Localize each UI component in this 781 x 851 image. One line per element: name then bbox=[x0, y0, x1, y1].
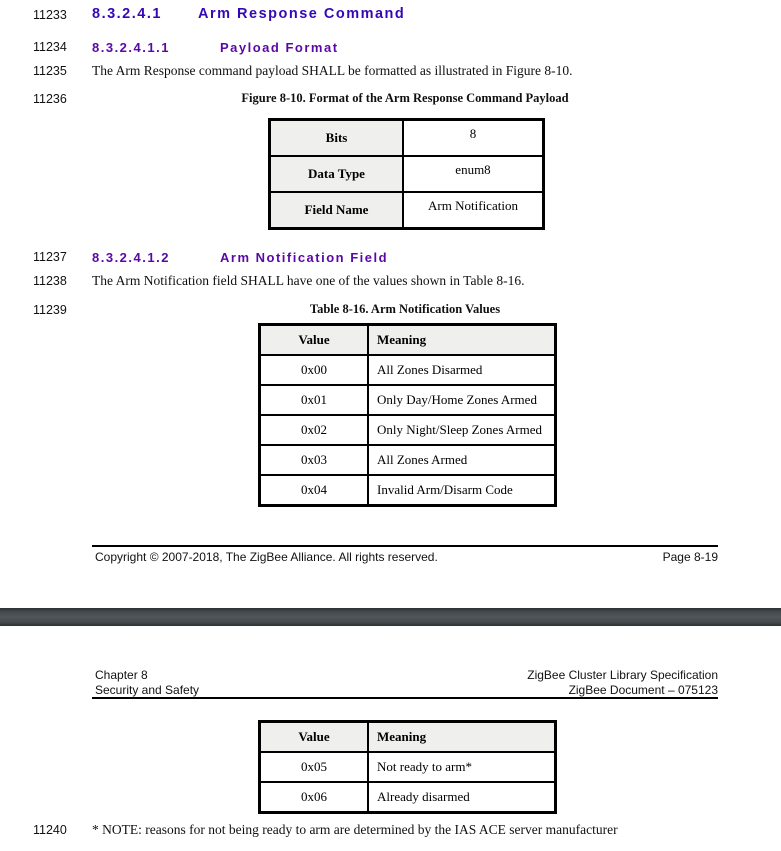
table-row bbox=[271, 121, 542, 155]
line-number: 11238 bbox=[33, 274, 67, 288]
line-number: 11239 bbox=[33, 303, 67, 317]
table-8-16 bbox=[258, 323, 557, 507]
header-chapter: Chapter 8 bbox=[95, 668, 148, 682]
table-row bbox=[261, 384, 554, 414]
value-cell: 0x03 bbox=[261, 446, 369, 474]
line-number: 11236 bbox=[33, 92, 67, 106]
meaning-cell: Only Day/Home Zones Armed bbox=[377, 392, 537, 407]
row-value: enum8 bbox=[455, 162, 491, 177]
value-cell: 0x02 bbox=[261, 416, 369, 444]
header-rule bbox=[92, 697, 718, 699]
table-row bbox=[261, 414, 554, 444]
value-cell: 0x01 bbox=[261, 386, 369, 414]
line-number: 11240 bbox=[33, 823, 67, 837]
header-spec-name: ZigBee Cluster Library Specification bbox=[527, 668, 718, 682]
footnote-row bbox=[0, 822, 781, 839]
column-header-meaning: Meaning bbox=[377, 729, 427, 744]
figure-8-10-table bbox=[268, 118, 545, 230]
meaning-cell: Invalid Arm/Disarm Code bbox=[377, 482, 513, 497]
figure-caption: Figure 8-10. Format of the Arm Response Command Payload bbox=[241, 91, 569, 105]
value-cell: 0x05 bbox=[261, 753, 369, 781]
footnote-text: * NOTE: reasons for not being ready to arm are determined by the IAS ACE server manufacturer bbox=[92, 822, 618, 837]
table-header-row bbox=[261, 723, 554, 751]
section-heading-6 bbox=[0, 40, 781, 56]
table-8-16-continued bbox=[258, 720, 557, 814]
section-title: Payload Format bbox=[220, 40, 339, 55]
meaning-cell: Not ready to arm* bbox=[377, 759, 472, 774]
header-chapter-title: Security and Safety bbox=[95, 682, 200, 697]
value-cell: 0x06 bbox=[261, 783, 369, 811]
table-caption: Table 8-16. Arm Notification Values bbox=[309, 302, 501, 316]
footer-rule bbox=[92, 545, 718, 547]
page2-header-right bbox=[527, 668, 718, 697]
column-header-meaning: Meaning bbox=[377, 332, 427, 347]
row-label: Bits bbox=[271, 121, 404, 155]
line-number: 11234 bbox=[33, 40, 67, 54]
footer-page-number: Page 8-19 bbox=[662, 550, 718, 564]
table-row bbox=[261, 354, 554, 384]
table-row bbox=[271, 155, 542, 191]
meaning-cell: All Zones Disarmed bbox=[377, 362, 483, 377]
table-row bbox=[261, 751, 554, 781]
footer-copyright: Copyright © 2007-2018, The ZigBee Alliance. All rights reserved. bbox=[95, 550, 438, 564]
table-caption-row bbox=[0, 302, 781, 318]
table-row bbox=[271, 191, 542, 227]
section-number: 8.3.2.4.1.1 bbox=[92, 40, 170, 55]
figure-caption-row bbox=[0, 91, 781, 107]
row-label: Field Name bbox=[271, 193, 404, 227]
table-header-row bbox=[261, 326, 554, 354]
table-row bbox=[261, 781, 554, 811]
meaning-cell: Only Night/Sleep Zones Armed bbox=[377, 422, 543, 437]
paragraph-row bbox=[0, 63, 781, 80]
section-title: Arm Notification Field bbox=[220, 250, 389, 265]
line-number: 11235 bbox=[33, 64, 67, 78]
meaning-cell: Already disarmed bbox=[377, 789, 470, 804]
row-value: 8 bbox=[469, 126, 477, 141]
row-label: Data Type bbox=[271, 157, 404, 191]
page2-header-left bbox=[95, 668, 199, 697]
section-heading-6 bbox=[0, 250, 781, 266]
line-number: 11233 bbox=[33, 8, 67, 22]
meaning-cell: All Zones Armed bbox=[377, 452, 468, 467]
value-cell: 0x00 bbox=[261, 356, 369, 384]
paragraph-row bbox=[0, 273, 781, 290]
section-number: 8.3.2.4.1 bbox=[92, 6, 162, 22]
line-number: 11237 bbox=[33, 250, 67, 264]
column-header-value: Value bbox=[261, 723, 369, 751]
section-heading-5 bbox=[0, 6, 781, 24]
page-separator bbox=[0, 608, 781, 626]
column-header-value: Value bbox=[261, 326, 369, 354]
section-title: Arm Response Command bbox=[198, 6, 406, 22]
paragraph-text: The Arm Response command payload SHALL be formatted as illustrated in Figure 8-10. bbox=[92, 63, 573, 78]
row-value: Arm Notification bbox=[428, 198, 518, 213]
header-doc-number: ZigBee Document – 075123 bbox=[568, 682, 718, 697]
table-row bbox=[261, 444, 554, 474]
section-number: 8.3.2.4.1.2 bbox=[92, 250, 170, 265]
value-cell: 0x04 bbox=[261, 476, 369, 504]
table-row bbox=[261, 474, 554, 504]
paragraph-text: The Arm Notification field SHALL have one of the values shown in Table 8-16. bbox=[92, 273, 525, 288]
